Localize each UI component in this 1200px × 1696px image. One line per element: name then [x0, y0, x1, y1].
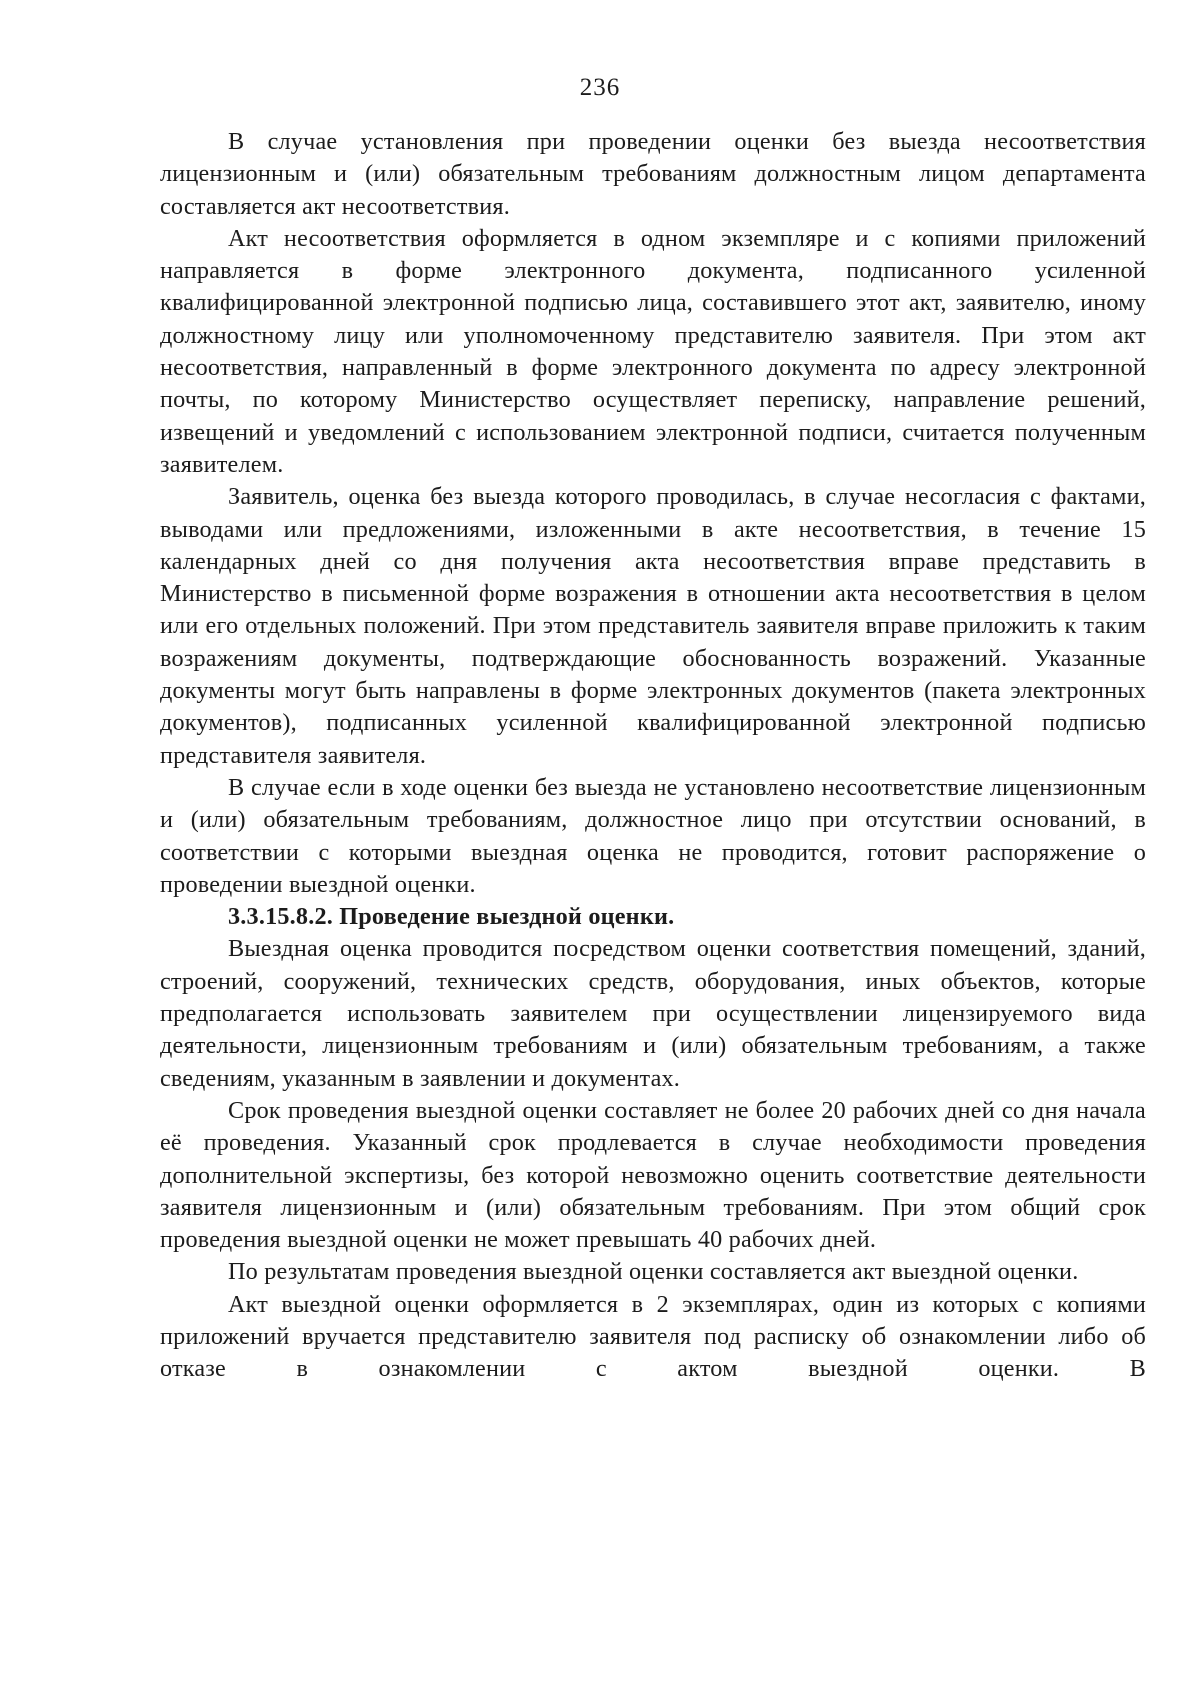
section-heading: 3.3.15.8.2. Проведение выездной оценки. — [228, 903, 675, 931]
paragraph-assessment-results: По результатам проведения выездной оценки составляется акт выездной оценки. — [228, 1258, 1079, 1286]
document-body — [160, 126, 1146, 1386]
paragraph-no-nonconformity: В случае если в ходе оценки без выезда не установлено несоответствие лицензионным и (или) обязательным требованиям, должностное лицо при отсутствии оснований, в соответствии с которыми выездная оценка не проводится, готовит распоряжение о проведении выездной оценки. — [160, 773, 1146, 898]
paragraph-onsite-act: Акт выездной оценки оформляется в 2 экземплярах, один из которых с копиями приложений вручается представителю заявителя под расписку об ознакомлении либо об отказе в ознакомлении с актом выездной оценки. В — [160, 1290, 1146, 1383]
paragraph-act-nonconformity: В случае установления при проведении оценки без выезда несоответствия лицензионным и (или) обязательным требованиям должностным лицом департамента составляется акт несоответствия. — [160, 128, 1146, 220]
page-number: 236 — [579, 74, 621, 101]
paragraph-onsite-assessment: Выездная оценка проводится посредством оценки соответствия помещений, зданий, строений, сооружений, технических средств, оборудования, иных объектов, которые предполагается использовать заявителем при осуществлении лицензируемого вида деятельности, лицензионным требованиям и (или) обязательным требованиям, а также сведениям, указанным в заявлении и документах. — [160, 935, 1146, 1092]
paragraph-assessment-term: Срок проведения выездной оценки составляет не более 20 рабочих дней со дня начала её проведения. Указанный срок продлевается в случае необходимости проведения дополнительной экспертизы, без которой невозможно оценить соответствие деятельности заявителя лицензионным и (или) обязательным требованиям. При этом общий срок проведения выездной оценки не может превышать 40 рабочих дней. — [160, 1096, 1146, 1254]
paragraph-applicant-objections: Заявитель, оценка без выезда которого проводилась, в случае несогласия с фактами, выводами или предложениями, изложенными в акте несоответствия, в течение 15 календарных дней со дня получения акта несоответствия вправе представить в Министерство в письменной форме возражения в отношении акта несоответствия в целом или его отдельных положений. При этом представитель заявителя вправе приложить к таким возражениям документы, подтверждающие обоснованность возражений. Указанные документы могут быть направлены в форме электронных документов (пакета электронных документов), подписанных усиленной квалифицированной электронной подписью представителя заявителя. — [160, 483, 1146, 769]
paragraph-act-registration: Акт несоответствия оформляется в одном экземпляре и с копиями приложений направляется в форме электронного документа, подписанного усиленной квалифицированной электронной подписью лица, составившего этот акт, заявителю, иному должностному лицу или уполномоченному представителю заявителя. При этом акт несоответствия, направленный в форме электронного документа по адресу электронной почты, по которому Министерство осуществляет переписку, направление решений, извещений и уведомлений с использованием электронной подписи, считается полученным заявителем. — [160, 224, 1146, 478]
